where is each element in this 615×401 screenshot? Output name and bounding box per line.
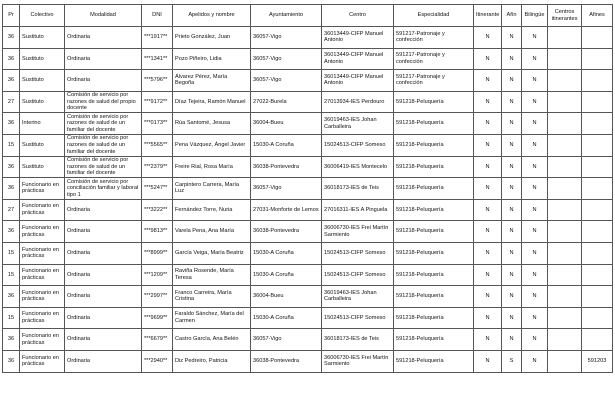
cell-centros-itinerantes	[548, 329, 582, 351]
cell-centro: 36006730-IES Frei Martín Sarmiento	[322, 350, 394, 372]
cell-pr: 36	[3, 70, 20, 92]
cell-centros-itinerantes	[548, 91, 582, 113]
cell-especialidad: 591218-Peluquería	[394, 199, 474, 221]
table-row	[3, 350, 613, 372]
cell-centro: 36019463-IES Johan Carballeira	[322, 113, 394, 135]
cell-afin: N	[502, 156, 522, 178]
cell-colectivo: Interino	[20, 113, 65, 135]
cell-especialidad: 591218-Peluquería	[394, 156, 474, 178]
cell-nombre: Prieto González, Juan	[173, 27, 251, 49]
table-row	[3, 134, 613, 156]
cell-dni: ***1341**	[142, 48, 173, 70]
cell-ayuntamiento: 36038-Pontevedra	[251, 350, 322, 372]
cell-especialidad: 591217-Patronaje y confección	[394, 27, 474, 49]
cell-centros-itinerantes	[548, 286, 582, 308]
cell-itinerante: N	[474, 221, 502, 243]
cell-ayuntamiento: 27031-Monforte de Lemos	[251, 199, 322, 221]
cell-afin: N	[502, 307, 522, 329]
cell-dni: ***5565**	[142, 134, 173, 156]
cell-nombre: Raviña Rosende, María Teresa	[173, 264, 251, 286]
cell-ayuntamiento: 36038-Pontevedra	[251, 221, 322, 243]
cell-itinerante: N	[474, 134, 502, 156]
cell-pr: 36	[3, 286, 20, 308]
cell-afin: N	[502, 286, 522, 308]
cell-modalidad: Ordinaria	[65, 48, 142, 70]
cell-dni: ***9813**	[142, 221, 173, 243]
cell-itinerante: N	[474, 70, 502, 92]
cell-centros-itinerantes	[548, 264, 582, 286]
cell-dni: ***2940**	[142, 350, 173, 372]
cell-modalidad: Comisión de servicio por conciliación familiar y laboral tipo 1	[65, 178, 142, 200]
cell-afin: N	[502, 48, 522, 70]
cell-afin: N	[502, 199, 522, 221]
cell-modalidad: Ordinaria	[65, 27, 142, 49]
cell-modalidad: Ordinaria	[65, 242, 142, 264]
cell-itinerante: N	[474, 199, 502, 221]
col-header-especialidad: Especialidad	[394, 5, 474, 27]
cell-modalidad: Comisión de servicio por razones de salud de un familiar del docente	[65, 113, 142, 135]
cell-dni: ***1209**	[142, 264, 173, 286]
table-row	[3, 221, 613, 243]
cell-especialidad: 591218-Peluquería	[394, 264, 474, 286]
cell-afin: S	[502, 350, 522, 372]
cell-especialidad: 591217-Patronaje y confección	[394, 70, 474, 92]
cell-pr: 36	[3, 329, 20, 351]
cell-afines	[582, 48, 613, 70]
cell-colectivo: Funcionario en prácticas	[20, 199, 65, 221]
cell-centro: 36013449-CIFP Manuel Antonio	[322, 48, 394, 70]
cell-dni: ***5247**	[142, 178, 173, 200]
table-row	[3, 329, 613, 351]
cell-centro: 27013934-IES Perdouro	[322, 91, 394, 113]
cell-centros-itinerantes	[548, 27, 582, 49]
cell-itinerante: N	[474, 242, 502, 264]
cell-bilingue: N	[522, 264, 548, 286]
cell-modalidad: Comisión de servicio por razones de salud del propio docente	[65, 91, 142, 113]
cell-centros-itinerantes	[548, 221, 582, 243]
cell-colectivo: Funcionario en prácticas	[20, 264, 65, 286]
table-row	[3, 199, 613, 221]
cell-afin: N	[502, 91, 522, 113]
table-row	[3, 178, 613, 200]
cell-afin: N	[502, 264, 522, 286]
cell-nombre: Pozo Piñeiro, Lidia	[173, 48, 251, 70]
cell-dni: ***5796**	[142, 70, 173, 92]
cell-dni: ***9172**	[142, 91, 173, 113]
cell-itinerante: N	[474, 113, 502, 135]
cell-centro: 27016311-IES A Pinguela	[322, 199, 394, 221]
cell-especialidad: 591218-Peluquería	[394, 242, 474, 264]
cell-nombre: Faraldo Sánchez, María del Carmen	[173, 307, 251, 329]
cell-modalidad: Ordinaria	[65, 307, 142, 329]
cell-bilingue: N	[522, 134, 548, 156]
cell-centro: 15024513-CIFP Someso	[322, 242, 394, 264]
cell-modalidad: Ordinaria	[65, 350, 142, 372]
cell-colectivo: Sustituto	[20, 91, 65, 113]
cell-centro: 36019463-IES Johan Carballeira	[322, 286, 394, 308]
cell-colectivo: Funcionario en prácticas	[20, 242, 65, 264]
cell-centro: 36018173-IES de Teis	[322, 329, 394, 351]
cell-centro: 36013449-CIFP Manuel Antonio	[322, 70, 394, 92]
cell-especialidad: 591218-Peluquería	[394, 134, 474, 156]
cell-especialidad: 591217-Patronaje y confección	[394, 48, 474, 70]
cell-centros-itinerantes	[548, 199, 582, 221]
cell-afines	[582, 134, 613, 156]
cell-bilingue: N	[522, 307, 548, 329]
cell-ayuntamiento: 36038-Pontevedra	[251, 156, 322, 178]
cell-pr: 36	[3, 113, 20, 135]
cell-afines	[582, 264, 613, 286]
cell-especialidad: 591218-Peluquería	[394, 178, 474, 200]
cell-nombre: Freire Rial, Rosa María	[173, 156, 251, 178]
cell-afines	[582, 329, 613, 351]
cell-modalidad: Ordinaria	[65, 221, 142, 243]
cell-bilingue: N	[522, 178, 548, 200]
cell-centro: 36006730-IES Frei Martín Sarmiento	[322, 221, 394, 243]
cell-bilingue: N	[522, 329, 548, 351]
cell-itinerante: N	[474, 178, 502, 200]
cell-ayuntamiento: 15030-A Coruña	[251, 242, 322, 264]
table-row	[3, 113, 613, 135]
cell-nombre: Díaz Tejeira, Ramón Manuel	[173, 91, 251, 113]
table-row	[3, 91, 613, 113]
cell-colectivo: Funcionario en prácticas	[20, 221, 65, 243]
cell-afines	[582, 91, 613, 113]
table-row	[3, 27, 613, 49]
cell-colectivo: Funcionario en prácticas	[20, 307, 65, 329]
cell-especialidad: 591218-Peluquería	[394, 91, 474, 113]
cell-afines	[582, 70, 613, 92]
cell-dni: ***3222**	[142, 199, 173, 221]
cell-modalidad: Ordinaria	[65, 264, 142, 286]
cell-dni: ***6679**	[142, 329, 173, 351]
cell-itinerante: N	[474, 264, 502, 286]
cell-nombre: García Veiga, María Beatriz	[173, 242, 251, 264]
col-header-centros-itinerantes: Centros itinerantes	[548, 5, 582, 27]
cell-centro: 36006419-IES Montecelo	[322, 156, 394, 178]
cell-colectivo: Funcionario en prácticas	[20, 178, 65, 200]
cell-centro: 15024513-CIFP Someso	[322, 134, 394, 156]
cell-especialidad: 591218-Peluquería	[394, 350, 474, 372]
cell-afines	[582, 199, 613, 221]
cell-ayuntamiento: 15030-A Coruña	[251, 264, 322, 286]
cell-afin: N	[502, 221, 522, 243]
col-header-centro: Centro	[322, 5, 394, 27]
cell-especialidad: 591218-Peluquería	[394, 113, 474, 135]
assignments-table	[2, 4, 613, 373]
cell-colectivo: Sustituto	[20, 48, 65, 70]
cell-modalidad: Ordinaria	[65, 286, 142, 308]
cell-dni: ***0173**	[142, 113, 173, 135]
cell-modalidad: Comisión de servicio por razones de salud de un familiar del docente	[65, 156, 142, 178]
cell-afin: N	[502, 242, 522, 264]
cell-colectivo: Sustituto	[20, 70, 65, 92]
cell-itinerante: N	[474, 307, 502, 329]
cell-colectivo: Funcionario en prácticas	[20, 329, 65, 351]
cell-especialidad: 591218-Peluquería	[394, 329, 474, 351]
cell-pr: 36	[3, 27, 20, 49]
table-row	[3, 242, 613, 264]
cell-pr: 27	[3, 199, 20, 221]
cell-bilingue: N	[522, 242, 548, 264]
cell-centro: 15024513-CIFP Someso	[322, 264, 394, 286]
cell-dni: ***8999**	[142, 242, 173, 264]
cell-itinerante: N	[474, 91, 502, 113]
cell-afin: N	[502, 70, 522, 92]
col-header-afin: Afín	[502, 5, 522, 27]
cell-afines	[582, 156, 613, 178]
cell-bilingue: N	[522, 27, 548, 49]
cell-ayuntamiento: 15030-A Coruña	[251, 307, 322, 329]
cell-afines	[582, 27, 613, 49]
cell-itinerante: N	[474, 156, 502, 178]
table-body	[3, 27, 613, 373]
cell-nombre: Álvarez Pérez, María Begoña	[173, 70, 251, 92]
cell-nombre: Pena Vázquez, Ángel Javier	[173, 134, 251, 156]
col-header-afines: Afines	[582, 5, 613, 27]
cell-centros-itinerantes	[548, 156, 582, 178]
col-header-nombre: Apelidos y nombre	[173, 5, 251, 27]
cell-centros-itinerantes	[548, 307, 582, 329]
cell-pr: 15	[3, 307, 20, 329]
cell-ayuntamiento: 15030-A Coruña	[251, 134, 322, 156]
cell-afines	[582, 113, 613, 135]
cell-centros-itinerantes	[548, 178, 582, 200]
col-header-ayuntamiento: Ayuntamiento	[251, 5, 322, 27]
cell-centros-itinerantes	[548, 242, 582, 264]
cell-centros-itinerantes	[548, 48, 582, 70]
cell-bilingue: N	[522, 113, 548, 135]
cell-dni: ***1917**	[142, 27, 173, 49]
cell-ayuntamiento: 36057-Vigo	[251, 27, 322, 49]
cell-dni: ***9699**	[142, 307, 173, 329]
cell-especialidad: 591218-Peluquería	[394, 286, 474, 308]
cell-pr: 36	[3, 48, 20, 70]
cell-bilingue: N	[522, 221, 548, 243]
cell-itinerante: N	[474, 48, 502, 70]
cell-dni: ***2997**	[142, 286, 173, 308]
cell-nombre: Varela Pena, Ana María	[173, 221, 251, 243]
cell-bilingue: N	[522, 91, 548, 113]
cell-modalidad: Ordinaria	[65, 329, 142, 351]
cell-pr: 15	[3, 242, 20, 264]
cell-nombre: Rúa Santomé, Jesusa	[173, 113, 251, 135]
cell-centros-itinerantes	[548, 134, 582, 156]
cell-itinerante: N	[474, 286, 502, 308]
cell-afin: N	[502, 27, 522, 49]
cell-pr: 36	[3, 156, 20, 178]
cell-ayuntamiento: 36057-Vigo	[251, 329, 322, 351]
header-row	[3, 5, 613, 27]
cell-bilingue: N	[522, 350, 548, 372]
cell-itinerante: N	[474, 329, 502, 351]
cell-centro: 36013449-CIFP Manuel Antonio	[322, 27, 394, 49]
table-row	[3, 286, 613, 308]
col-header-modalidad: Modalidad	[65, 5, 142, 27]
cell-pr: 15	[3, 264, 20, 286]
cell-itinerante: N	[474, 350, 502, 372]
col-header-colectivo: Colectivo	[20, 5, 65, 27]
cell-afines	[582, 242, 613, 264]
cell-afines	[582, 286, 613, 308]
cell-centros-itinerantes	[548, 113, 582, 135]
cell-afines	[582, 178, 613, 200]
cell-pr: 36	[3, 178, 20, 200]
col-header-pr: Pr	[3, 5, 20, 27]
cell-afines	[582, 221, 613, 243]
cell-nombre: Fernández Torre, Nuria	[173, 199, 251, 221]
cell-colectivo: Funcionario en prácticas	[20, 286, 65, 308]
cell-ayuntamiento: 27022-Burela	[251, 91, 322, 113]
cell-ayuntamiento: 36057-Vigo	[251, 48, 322, 70]
cell-nombre: Castro García, Ana Belén	[173, 329, 251, 351]
cell-centros-itinerantes	[548, 70, 582, 92]
cell-ayuntamiento: 36004-Bueu	[251, 286, 322, 308]
cell-colectivo: Sustituto	[20, 134, 65, 156]
cell-modalidad: Comisión de servicio por razones de salud de un familiar del docente	[65, 134, 142, 156]
cell-pr: 15	[3, 134, 20, 156]
cell-nombre: Diz Pedreiro, Patricia	[173, 350, 251, 372]
cell-afin: N	[502, 329, 522, 351]
cell-colectivo: Funcionario en prácticas	[20, 350, 65, 372]
cell-colectivo: Sustituto	[20, 27, 65, 49]
cell-pr: 36	[3, 221, 20, 243]
cell-especialidad: 591218-Peluquería	[394, 221, 474, 243]
cell-afin: N	[502, 134, 522, 156]
cell-ayuntamiento: 36057-Vigo	[251, 178, 322, 200]
cell-pr: 27	[3, 91, 20, 113]
cell-centro: 15024513-CIFP Someso	[322, 307, 394, 329]
cell-bilingue: N	[522, 199, 548, 221]
table-row	[3, 48, 613, 70]
cell-colectivo: Sustituto	[20, 156, 65, 178]
cell-bilingue: N	[522, 156, 548, 178]
cell-dni: ***2379**	[142, 156, 173, 178]
cell-nombre: Carpintero Carrera, María Luz	[173, 178, 251, 200]
table-row	[3, 264, 613, 286]
cell-bilingue: N	[522, 286, 548, 308]
cell-afin: N	[502, 178, 522, 200]
cell-especialidad: 591218-Peluquería	[394, 307, 474, 329]
table-row	[3, 70, 613, 92]
cell-ayuntamiento: 36057-Vigo	[251, 70, 322, 92]
cell-ayuntamiento: 36004-Bueu	[251, 113, 322, 135]
cell-afines: 591203	[582, 350, 613, 372]
cell-itinerante: N	[474, 27, 502, 49]
cell-bilingue: N	[522, 48, 548, 70]
cell-modalidad: Ordinaria	[65, 199, 142, 221]
cell-afin: N	[502, 113, 522, 135]
cell-centro: 36018173-IES de Teis	[322, 178, 394, 200]
cell-bilingue: N	[522, 70, 548, 92]
table-row	[3, 307, 613, 329]
col-header-bilingue: Bilingüe	[522, 5, 548, 27]
cell-centros-itinerantes	[548, 350, 582, 372]
cell-pr: 36	[3, 350, 20, 372]
table-row	[3, 156, 613, 178]
cell-modalidad: Ordinaria	[65, 70, 142, 92]
cell-nombre: Franco Carreira, María Cristina	[173, 286, 251, 308]
cell-afines	[582, 307, 613, 329]
col-header-dni: DNI	[142, 5, 173, 27]
col-header-itinerante: Itinerante	[474, 5, 502, 27]
